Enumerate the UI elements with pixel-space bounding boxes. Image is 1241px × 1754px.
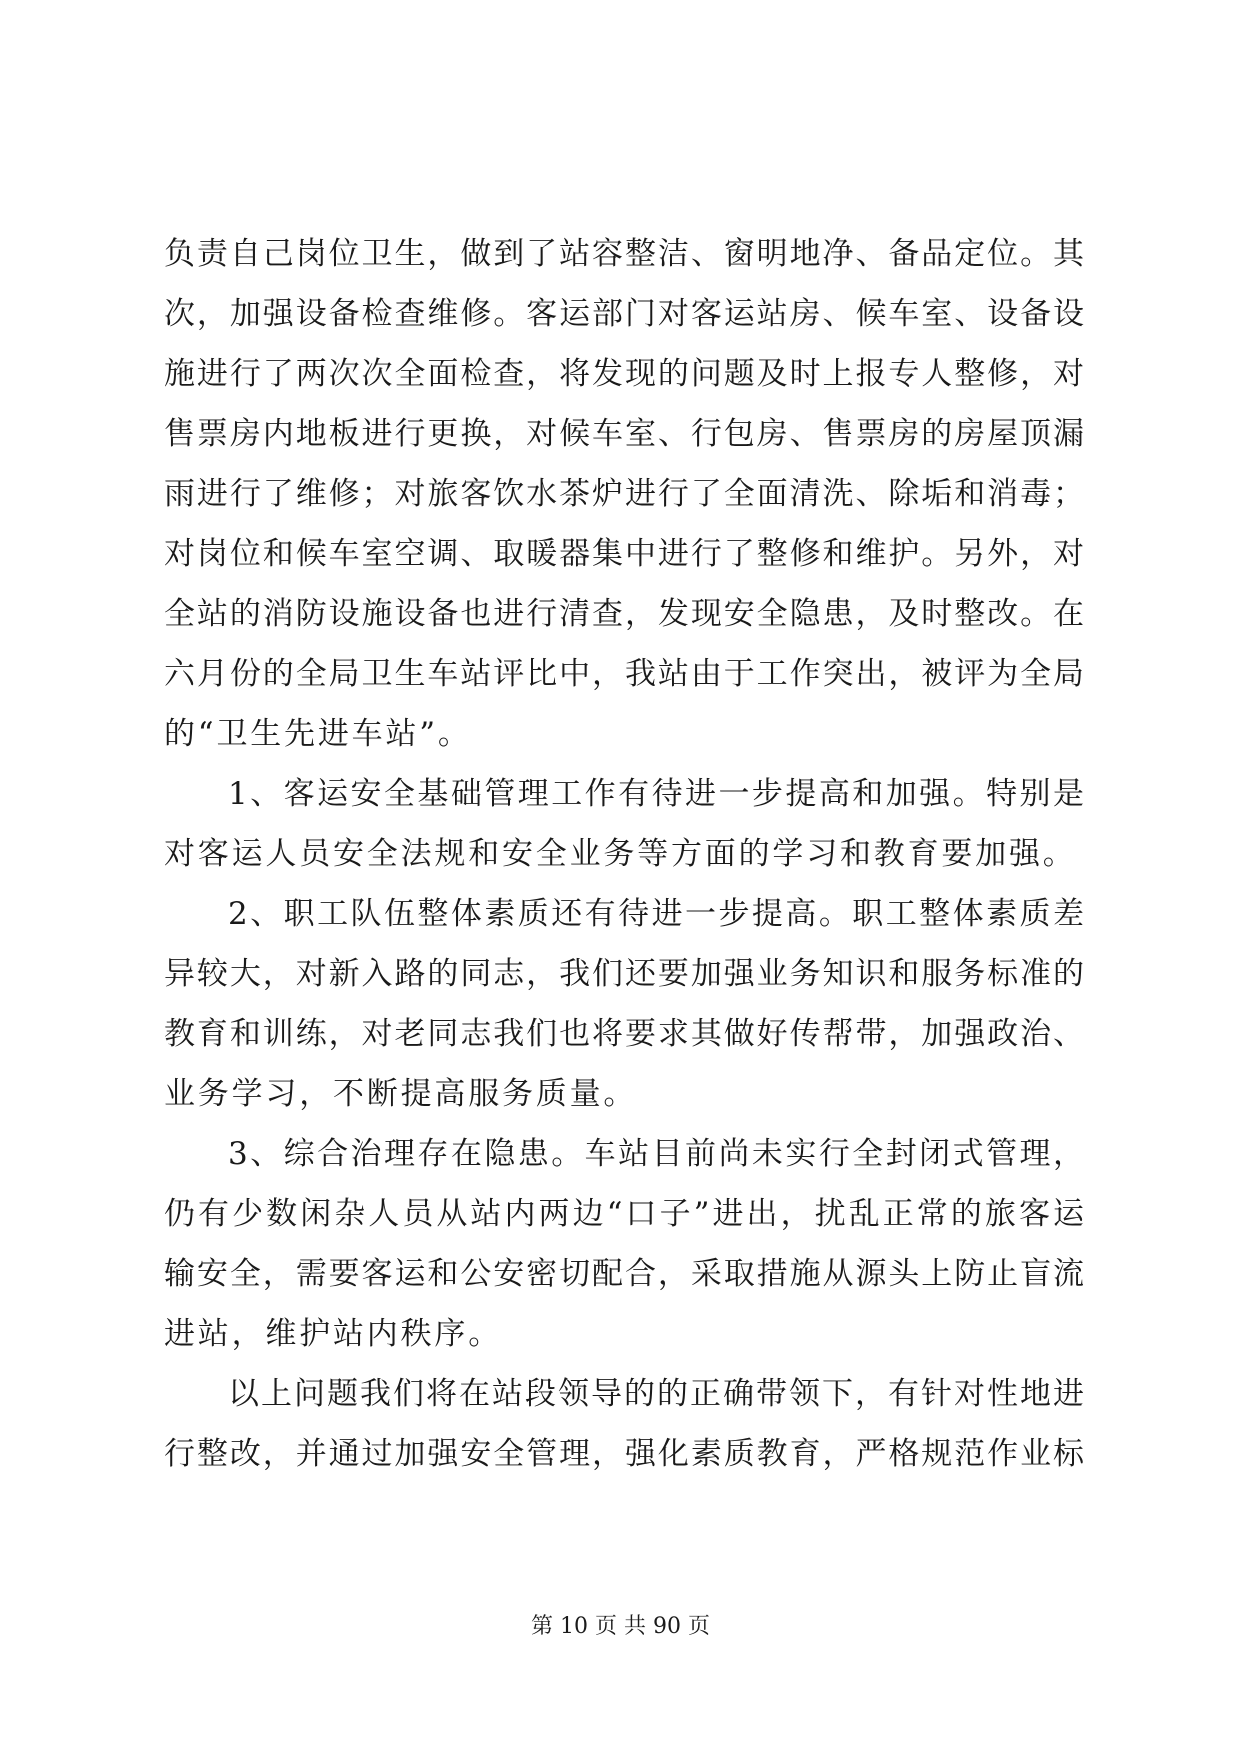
text-line-paragraph-start: 3、综合治理存在隐患。车站目前尚未实行全封闭式管理，: [228, 1136, 1084, 1172]
text-line: 对岗位和候车室空调、取暖器集中进行了整修和维护。另外，对: [164, 536, 1084, 572]
text-line-paragraph-start: 1、客运安全基础管理工作有待进一步提高和加强。特别是: [228, 776, 1084, 812]
page-number-footer: 第 10 页 共 90 页: [531, 1614, 710, 1639]
text-line-paragraph-start: 以上问题我们将在站段领导的的正确带领下，有针对性地进: [228, 1376, 1084, 1412]
text-line: 对客运人员安全法规和安全业务等方面的学习和教育要加强。: [164, 836, 1077, 872]
text-line: 行整改，并通过加强安全管理，强化素质教育，严格规范作业标: [164, 1436, 1084, 1472]
text-line: 异较大，对新入路的同志，我们还要加强业务知识和服务标准的: [164, 956, 1084, 992]
text-line: 施进行了两次次全面检查，将发现的问题及时上报专人整修，对: [164, 356, 1084, 392]
text-line: 售票房内地板进行更换，对候车室、行包房、售票房的房屋顶漏: [164, 416, 1084, 452]
text-line: 负责自己岗位卫生，做到了站容整洁、窗明地净、备品定位。其: [164, 236, 1084, 272]
text-line: 仍有少数闲杂人员从站内两边“口子”进出，扰乱正常的旅客运: [164, 1196, 1084, 1232]
document-body: [164, 224, 1084, 1484]
text-line: 进站，维护站内秩序。: [164, 1316, 502, 1352]
text-line: 六月份的全局卫生车站评比中，我站由于工作突出，被评为全局: [164, 656, 1084, 692]
text-line: 业务学习，不断提高服务质量。: [164, 1076, 638, 1112]
text-line: 的“卫生先进车站”。: [164, 716, 472, 752]
text-line: 教育和训练，对老同志我们也将要求其做好传帮带，加强政治、: [164, 1016, 1084, 1052]
text-line: 输安全，需要客运和公安密切配合，采取措施从源头上防止盲流: [164, 1256, 1084, 1292]
text-line-paragraph-start: 2、职工队伍整体素质还有待进一步提高。职工整体素质差: [228, 896, 1084, 932]
text-line: 全站的消防设施设备也进行清查，发现安全隐患，及时整改。在: [164, 596, 1084, 632]
text-line: 次，加强设备检查维修。客运部门对客运站房、候车室、设备设: [164, 296, 1084, 332]
text-line: 雨进行了维修；对旅客饮水茶炉进行了全面清洗、除垢和消毒；: [164, 476, 1084, 512]
